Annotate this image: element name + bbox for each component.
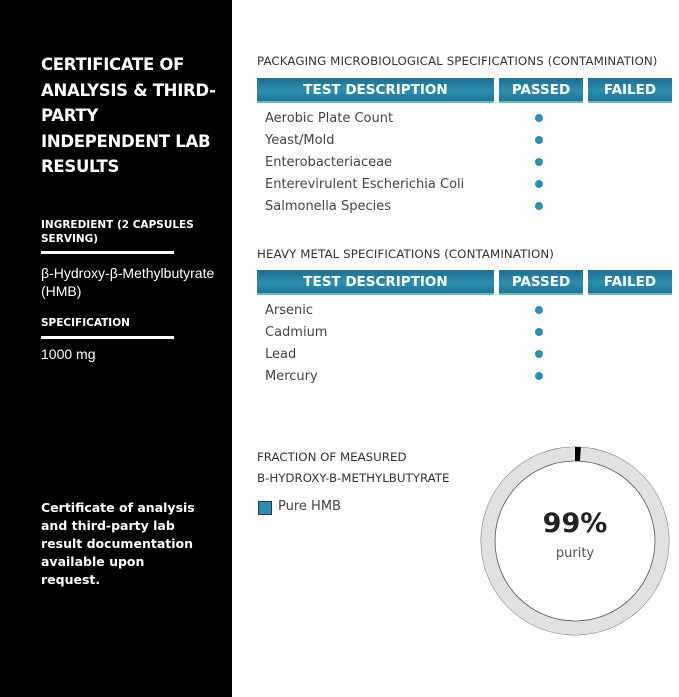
passed-dot — [535, 372, 543, 380]
ring-inner-edge — [495, 461, 655, 621]
metal-row-label: Lead — [265, 347, 297, 362]
micro-header-failed: FAILED — [588, 78, 672, 103]
passed-dot — [535, 306, 543, 314]
micro-header-passed: PASSED — [499, 78, 583, 103]
purity-ring-chart — [470, 436, 679, 646]
certificate-title: CERTIFICATE OF ANALYSIS & THIRD-PARTY INDEPENDENT LAB RESULTS — [41, 55, 216, 176]
metal-row-label: Mercury — [265, 369, 318, 384]
passed-dot — [535, 328, 543, 336]
passed-dot — [535, 202, 543, 210]
specification-value: 1000 mg — [41, 346, 96, 362]
purity-label: purity — [555, 546, 595, 561]
passed-dot — [535, 158, 543, 166]
passed-dot — [535, 180, 543, 188]
metal-header-passed: PASSED — [499, 270, 583, 295]
footnote: Certificate of analysis and third-party lab result documentation available upon request. — [41, 500, 195, 587]
passed-dot — [535, 114, 543, 122]
divider — [41, 336, 174, 339]
fraction-title-line1: FRACTION OF MEASURED — [257, 450, 407, 464]
micro-row-label: Enterevirulent Escherichia Coli — [265, 177, 465, 192]
left-panel — [0, 0, 232, 697]
micro-header-test-description: TEST DESCRIPTION — [257, 78, 494, 103]
legend-swatch — [258, 501, 272, 515]
specification-label: SPECIFICATION — [41, 317, 130, 329]
metal-row-label: Cadmium — [265, 325, 328, 340]
fraction-title-line2: B-HYDROXY-B-METHYLBUTYRATE — [257, 471, 450, 485]
micro-row-label: Salmonella Species — [265, 199, 392, 214]
metal-row-label: Arsenic — [265, 303, 314, 318]
micro-row-label: Enterobacteriaceae — [265, 155, 393, 170]
metal-section-title: HEAVY METAL SPECIFICATIONS (CONTAMINATION) — [257, 247, 554, 261]
metal-header-test-description: TEST DESCRIPTION — [257, 270, 494, 295]
legend-label: Pure HMB — [278, 499, 341, 514]
divider — [41, 251, 174, 254]
passed-dot — [535, 136, 543, 144]
passed-dot — [535, 350, 543, 358]
metal-header-failed: FAILED — [588, 270, 672, 295]
micro-row-label: Yeast/Mold — [265, 133, 335, 148]
ingredient-value: β-Hydroxy-β-Methylbutyrate (HMB) — [41, 265, 215, 299]
micro-section-title: PACKAGING MICROBIOLOGICAL SPECIFICATIONS (CONTAMINATION) — [257, 54, 658, 68]
micro-row-label: Aerobic Plate Count — [265, 111, 394, 126]
ingredient-label: INGREDIENT (2 CAPSULES SERVING) — [41, 219, 194, 245]
purity-percent: 99% — [542, 508, 608, 539]
fraction-title — [257, 447, 487, 489]
